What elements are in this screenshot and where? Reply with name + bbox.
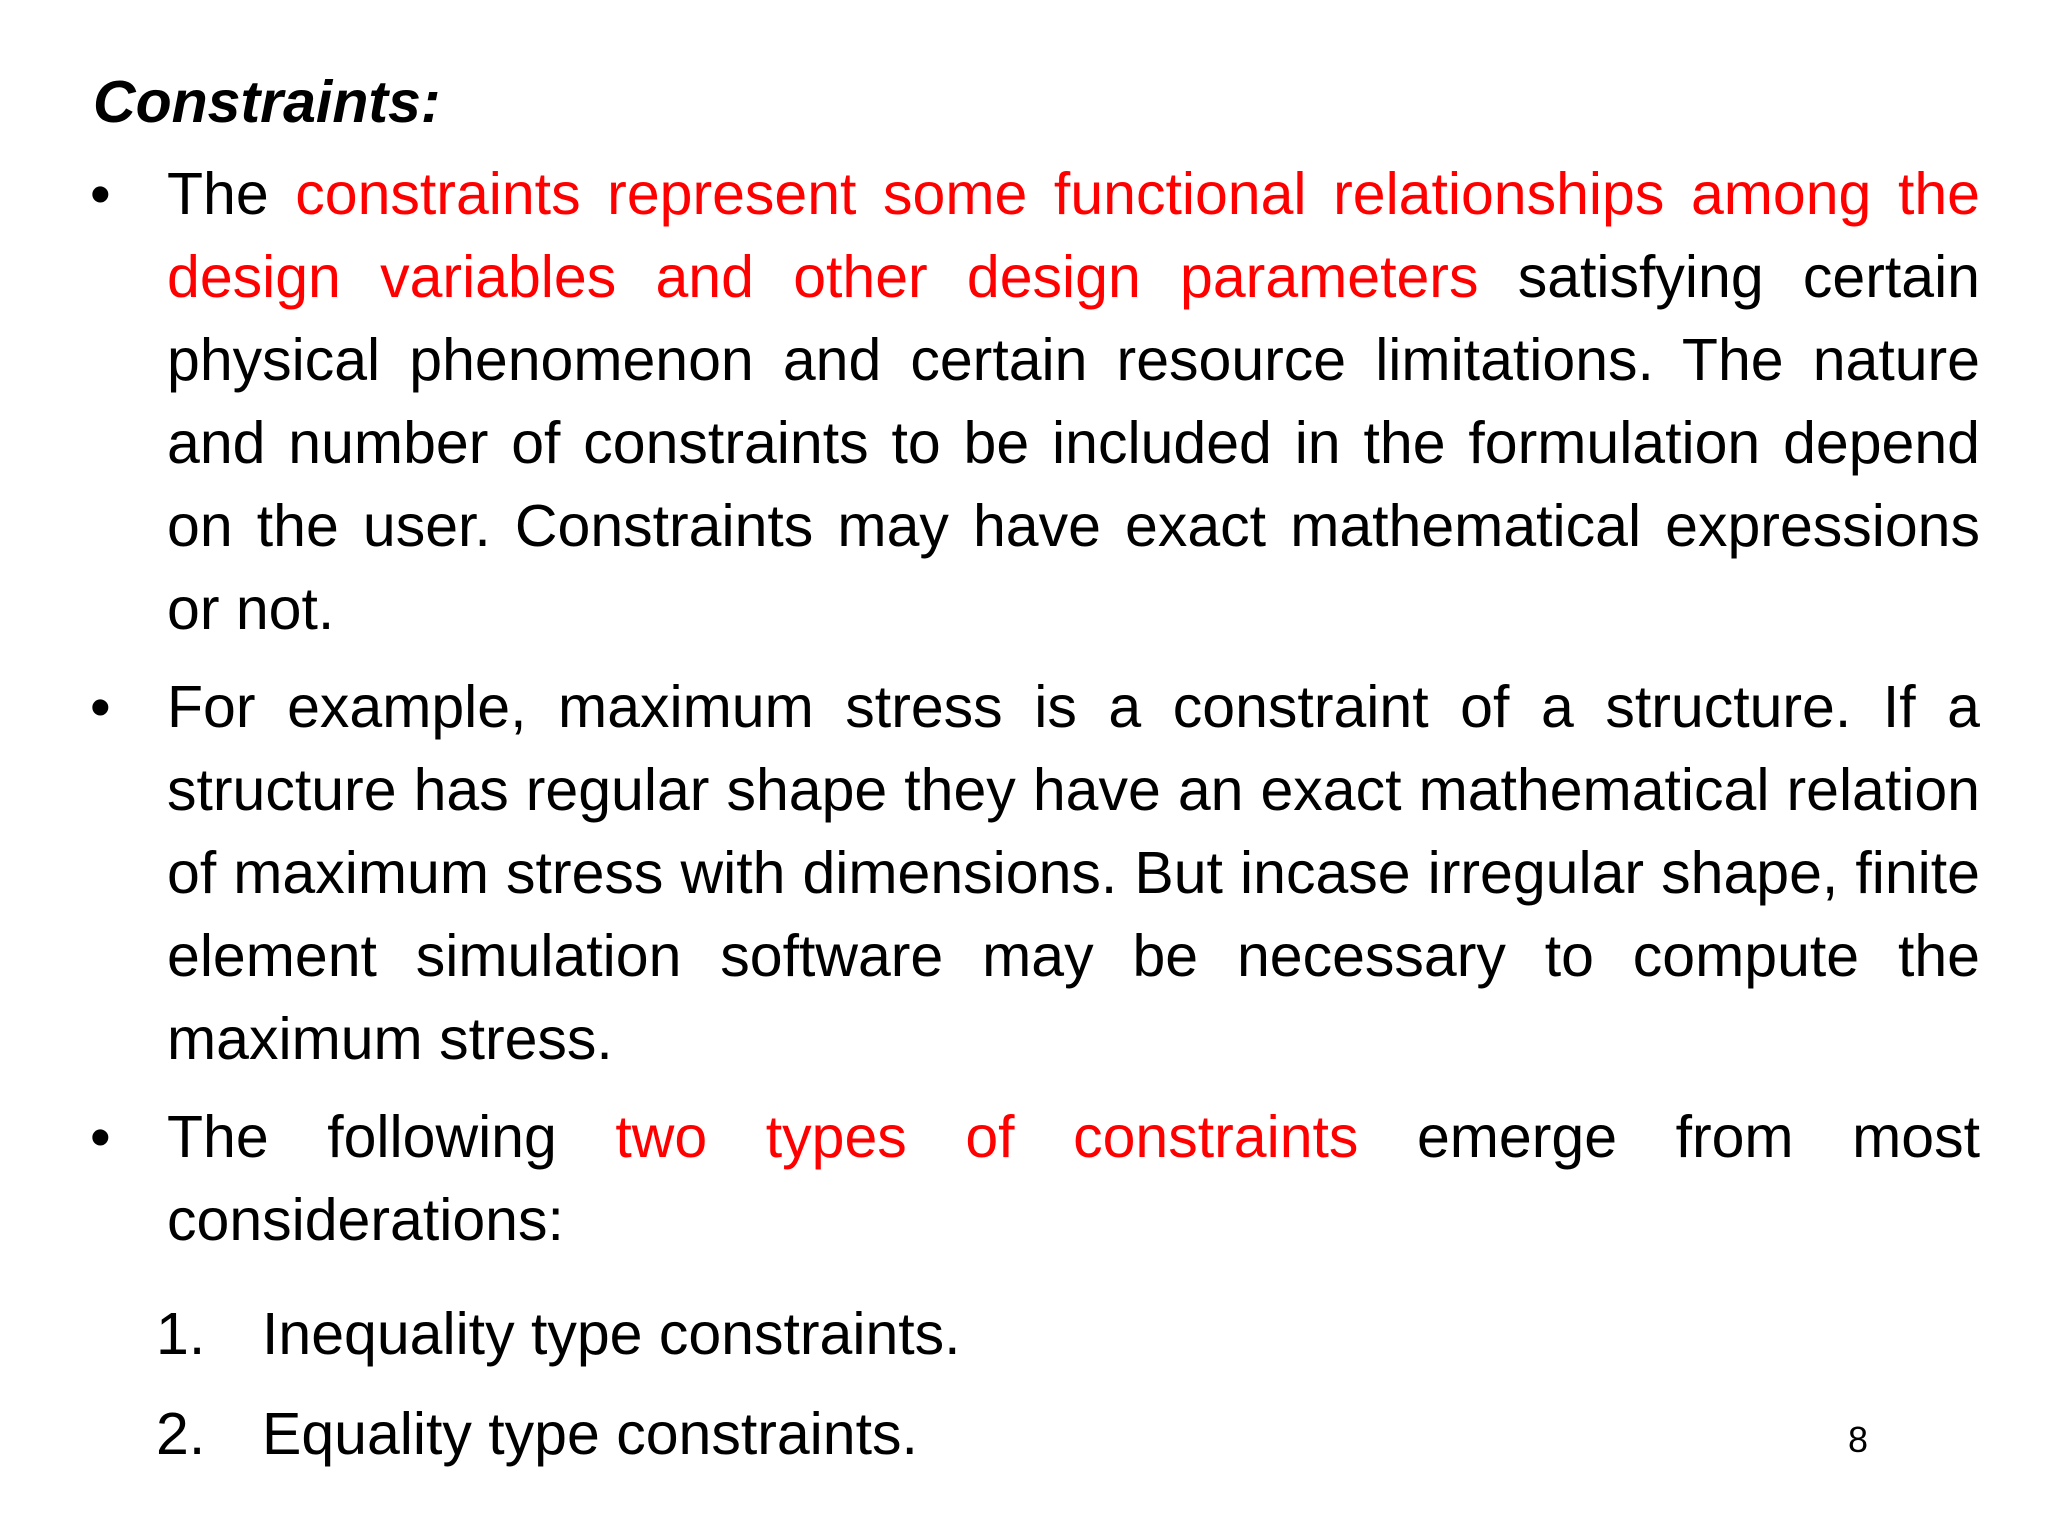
- bullet-text: emerge from most considerations:: [167, 1104, 1980, 1253]
- numbered-item-text: Equality type constraints.: [262, 1401, 918, 1467]
- number-marker: 1.: [156, 1301, 206, 1367]
- numbered-item-text: Inequality type constraints.: [262, 1301, 961, 1367]
- bullet-marker: •: [90, 161, 111, 227]
- highlighted-text: constraints represent some functional relationships among the design variables and other design parameters: [167, 161, 1980, 310]
- page-number: 8: [1848, 1419, 1869, 1460]
- bullet-item: [90, 666, 1980, 1081]
- bullet-marker: •: [90, 1104, 111, 1170]
- numbered-item: [156, 1284, 961, 1384]
- bullet-marker: •: [90, 674, 111, 740]
- bullet-list: [90, 153, 1980, 1277]
- slide-title: Constraints:: [93, 69, 441, 135]
- numbered-list: [156, 1284, 961, 1484]
- numbered-item: [156, 1384, 961, 1484]
- bullet-item: [90, 153, 1980, 651]
- bullet-text: For example, maximum stress is a constraint of a structure. If a structure has regular shape they have an exact mathematical relation of maximum stress with dimensions. But incase irregular shape, finite element simulation software may be necessary to compute the maximum stress.: [167, 674, 1980, 1072]
- bullet-text: satisfying certain physical phenomenon and certain resource limitations. The nature and number of constraints to be included in the formulation depend on the user. Constraints may have exact mathematical expressions or not.: [167, 244, 1980, 642]
- bullet-text: The following: [167, 1104, 616, 1170]
- bullet-text: The: [167, 161, 296, 227]
- highlighted-text: two types of constraints: [615, 1104, 1359, 1170]
- bullet-item: [90, 1096, 1980, 1262]
- number-marker: 2.: [156, 1401, 206, 1467]
